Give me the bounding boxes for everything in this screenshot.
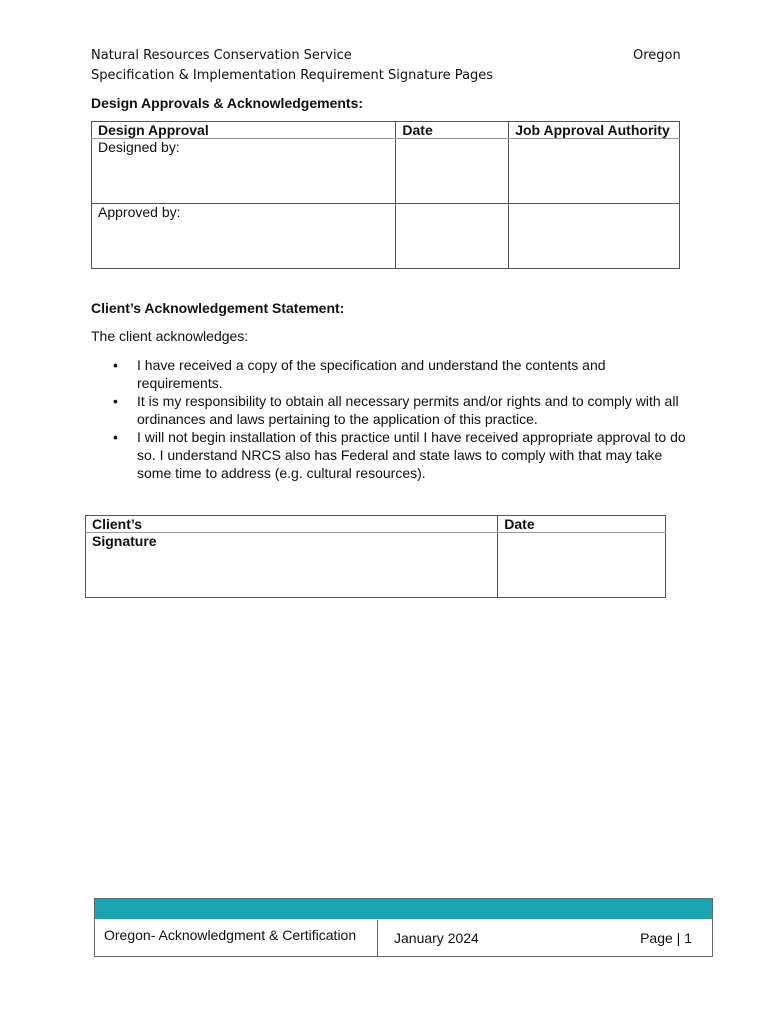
signature-table-header-row xyxy=(86,516,666,533)
client-signature-label-line1: Client’s xyxy=(86,516,498,533)
list-item-text: I will not begin installation of this practice until I have received appropriate approval to do so. I understand NRCS also has Federal and state laws to comply with that may take some time to address (e.g. cultural resources). xyxy=(137,429,686,481)
list-item xyxy=(91,392,686,428)
client-signature-label-line2: Signature xyxy=(92,533,157,549)
date-column-header: Date xyxy=(396,122,509,139)
designed-by-row xyxy=(92,139,680,204)
approved-by-date-field[interactable] xyxy=(396,204,509,269)
design-table-header-row xyxy=(92,122,680,139)
bullet-icon: • xyxy=(113,429,118,445)
list-item-text: I have received a copy of the specification and understand the contents and requirements. xyxy=(137,357,606,391)
page-footer xyxy=(94,898,713,957)
list-item xyxy=(91,356,686,392)
design-approval-column-header: Design Approval xyxy=(92,122,396,139)
bullet-icon: • xyxy=(113,357,118,373)
approved-by-field[interactable]: Approved by: xyxy=(92,204,396,269)
footer-color-band xyxy=(95,899,712,919)
list-item xyxy=(91,428,686,482)
acknowledgement-list xyxy=(91,356,686,482)
designed-by-authority-field[interactable] xyxy=(509,139,680,204)
header-state: Oregon xyxy=(633,48,681,63)
footer-document-title: Oregon- Acknowledgment & Certification xyxy=(95,920,378,956)
footer-date: January 2024 xyxy=(394,930,479,946)
designed-by-field[interactable]: Designed by: xyxy=(92,139,396,204)
bullet-icon: • xyxy=(113,393,118,409)
header-organization: Natural Resources Conservation Service xyxy=(91,48,352,63)
client-signature-field[interactable] xyxy=(86,533,498,598)
job-approval-authority-column-header: Job Approval Authority xyxy=(509,122,680,139)
designed-by-date-field[interactable] xyxy=(396,139,509,204)
list-item-text: It is my responsibility to obtain all necessary permits and/or rights and to comply with all ordinances and laws pertaining to the application of this practice. xyxy=(137,393,679,427)
approved-by-row xyxy=(92,204,680,269)
design-approvals-heading: Design Approvals & Acknowledgements: xyxy=(91,95,364,111)
design-approval-table xyxy=(91,121,680,269)
signature-date-field[interactable] xyxy=(498,533,666,598)
client-intro-text: The client acknowledges: xyxy=(91,328,249,344)
signature-date-label: Date xyxy=(498,516,666,533)
client-signature-table xyxy=(85,515,666,598)
client-acknowledgement-heading: Client’s Acknowledgement Statement: xyxy=(91,300,345,316)
approved-by-authority-field[interactable] xyxy=(509,204,680,269)
footer-page-number: Page | 1 xyxy=(640,930,692,946)
header-title: Specification & Implementation Requirement Signature Pages xyxy=(91,68,494,83)
signature-row xyxy=(86,533,666,598)
